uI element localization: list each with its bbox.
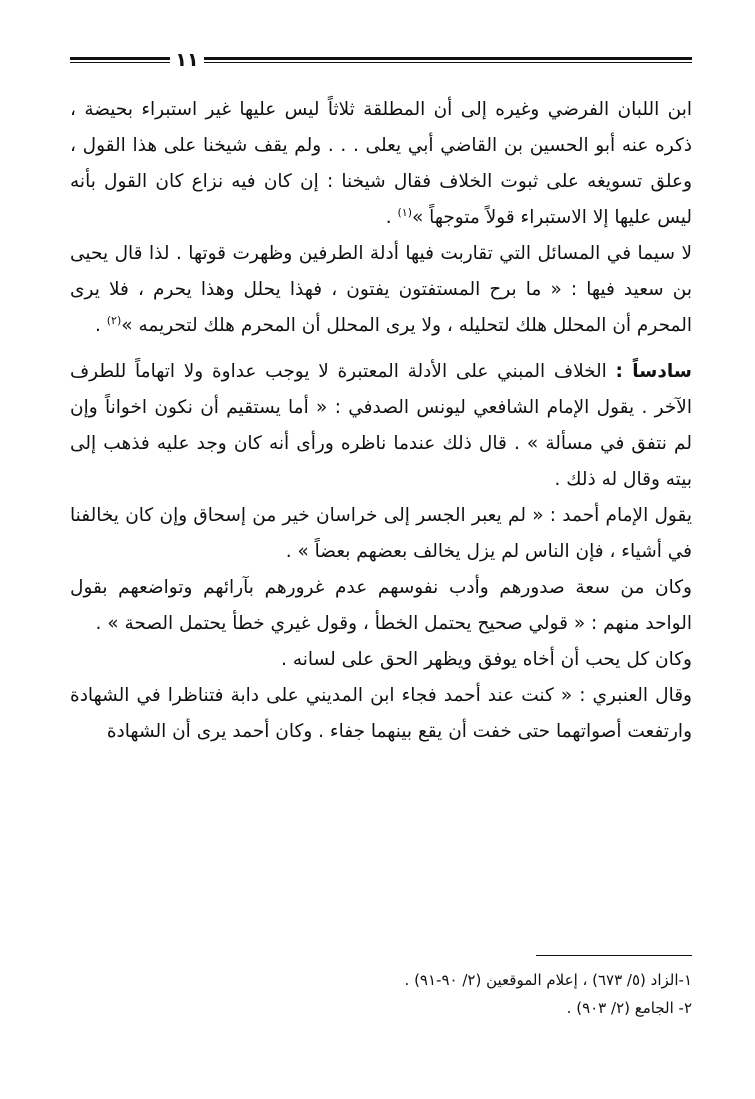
footnote-2: ٢- الجامع (٢/ ٩٠٣) . bbox=[566, 999, 692, 1017]
paragraph-1: ابن اللبان الفرضي وغيره إلى أن المطلقة ثلاثاً ليس عليها غير استبراء بحيضة ، ذكره عنه أبو الحسين بن القاضي أبي يعلى . . . ولم يقف شيخنا على هذا القول ، وعلق تسويغه على ثبوت الخلاف فقال شيخنا : إن كان فيه نزاع كان القول بأنه ليس عليها إلا الاستبراء قولاً متوجهاً »$^{(١)}$ . bbox=[70, 99, 692, 228]
main-text bbox=[70, 92, 692, 750]
paragraph-4: يقول الإمام أحمد : « لم يعبر الجسر إلى خراسان خير من إسحاق وإن كان يخالفنا في أشياء ، فإن الناس لم يزل يخالف بعضهم بعضاً » . bbox=[70, 505, 692, 562]
footnote-1: ١-الزاد (٥/ ٦٧٣) ، إعلام الموقعين (٢/ ٩٠-٩١) . bbox=[404, 971, 692, 989]
footnote-ref-1: (١) bbox=[397, 205, 412, 219]
header-rule-right bbox=[204, 57, 692, 63]
paragraph-6: وكان كل يحب أن أخاه يوفق ويظهر الحق على لسانه . bbox=[281, 649, 692, 670]
page-header bbox=[70, 48, 692, 72]
paragraph-7: وقال العنبري : « كنت عند أحمد فجاء ابن المديني على دابة فتناظرا في الشهادة وارتفعت أصواتهما حتى خفت أن يقع بينهما جفاء . وكان أحمد يرى أن الشهادة bbox=[70, 685, 692, 742]
section-lead-sixth: سادساً : bbox=[615, 361, 692, 382]
page-number: ١١ bbox=[175, 49, 199, 71]
footnote-divider bbox=[536, 955, 692, 956]
footnote-ref-2: (٢) bbox=[106, 313, 122, 327]
paragraph-3: سادساً : الخلاف المبني على الأدلة المعتبرة لا يوجب عداوة ولا اتهاماً للطرف الآخر . يقول الإمام الشافعي ليونس الصدفي : « أما يستقيم أن نكون اخواناً وإن لم نتفق في مسألة » . قال ذلك عندما ناظره ورأى أنه كان وجد عليه فذهب إلى بيته وقال له ذلك . bbox=[70, 361, 692, 490]
footnotes bbox=[70, 966, 692, 1022]
paragraph-5: وكان من سعة صدورهم وأدب نفوسهم عدم غرورهم بآرائهم وتواضعهم بقول الواحد منهم : « قولي صحيح يحتمل الخطأ ، وقول غيري خطأ يحتمل الصحة » . bbox=[70, 577, 692, 634]
paragraph-2: لا سيما في المسائل التي تقاربت فيها أدلة الطرفين وظهرت قوتها . لذا قال يحيى بن سعيد فيها : « ما برح المستفتون يفتون ، فهذا يحلل وهذا يحرم ، فلا يرى المحرم أن المحلل هلك لتحليله ، ولا يرى المحلل أن المحرم هلك لتحريمه »$^{(٢)}$ . bbox=[70, 243, 692, 336]
header-rule-left bbox=[70, 57, 170, 63]
